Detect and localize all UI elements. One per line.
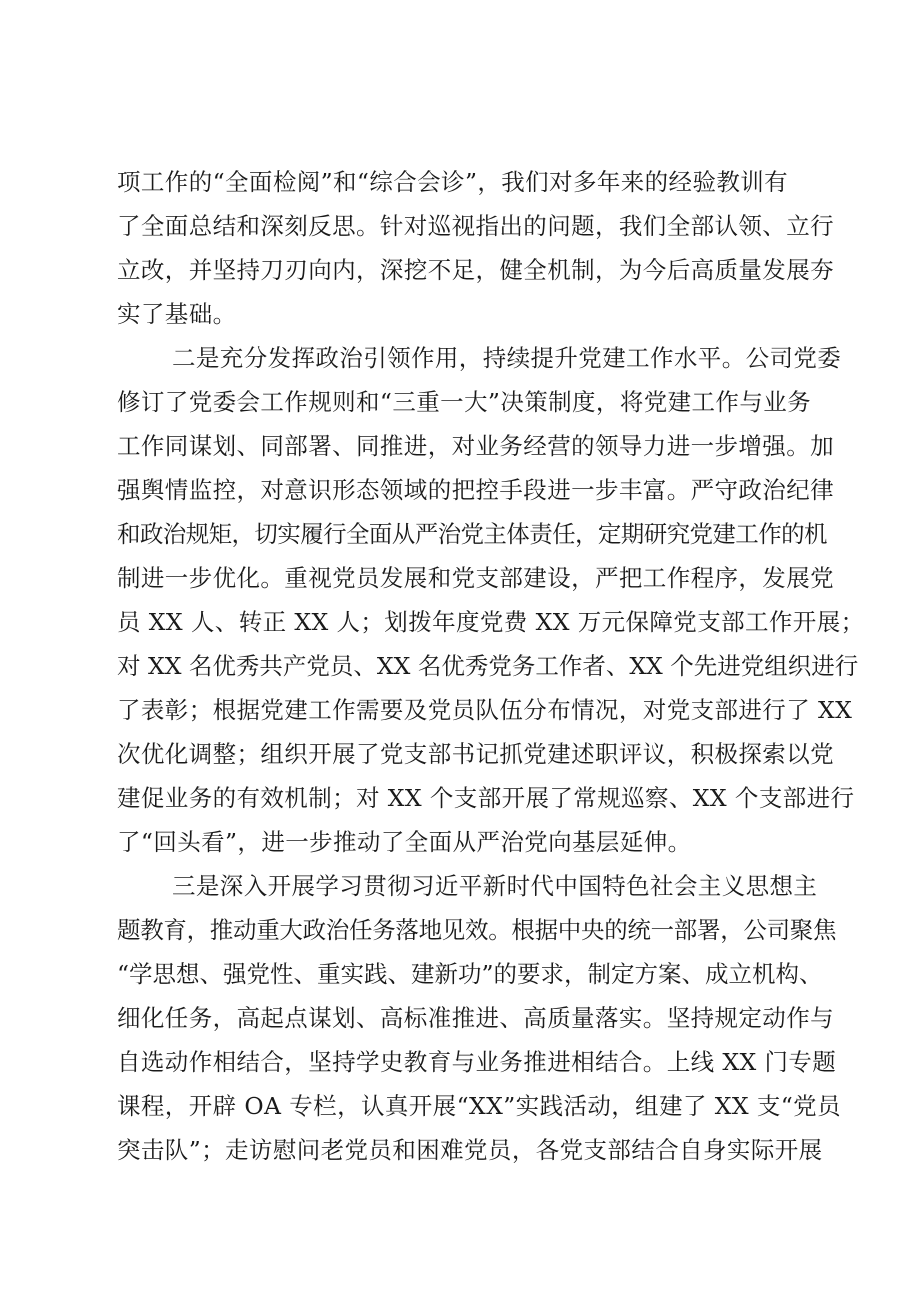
text-line: 了表彰；根据党建工作需要及党员队伍分布情况，对党支部进行了 XX	[117, 696, 853, 724]
text-line: 制进一步优化。重视党员发展和党支部建设，严把工作程序，发展党	[117, 564, 834, 592]
text-line: 自选动作相结合，坚持学史教育与业务推进相结合。上线 XX 门专题	[117, 1048, 837, 1076]
text-line: 修订了党委会工作规则和“三重一大”决策制度，将党建工作与业务	[117, 388, 812, 416]
text-line: 实了基础。	[117, 300, 237, 328]
text-line: 次优化调整；组织开展了党支部书记抓党建述职评议，积极探索以党	[117, 740, 834, 768]
text-line: “学思想、强党性、重实践、建新功”的要求，制定方案、成立机构、	[117, 960, 823, 988]
text-line: 和政治规矩，切实履行全面从严治党主体责任，定期研究党建工作的机	[117, 520, 827, 548]
text-line: 对 XX 名优秀共产党员、XX 名优秀党务工作者、XX 个先进党组织进行	[117, 652, 859, 680]
text-line: 员 XX 人、转正 XX 人；划拨年度党费 XX 万元保障党支部工作开展；	[117, 608, 865, 636]
text-line: 立改，并坚持刀刃向内，深挖不足，健全机制，为今后高质量发展夯	[117, 256, 834, 284]
text-line: 了“回头看”，进一步推动了全面从严治党向基层延伸。	[117, 828, 692, 856]
text-line: 二是充分发挥政治引领作用，持续提升党建工作水平。公司党委	[172, 344, 842, 372]
text-line: 课程，开辟 OA 专栏，认真开展“XX”实践活动，组建了 XX 支“党员	[117, 1092, 841, 1120]
text-line: 三是深入开展学习贯彻习近平新时代中国特色社会主义思想主	[172, 872, 818, 900]
text-line: 了全面总结和深刻反思。针对巡视指出的问题，我们全部认领、立行	[117, 212, 834, 240]
text-line: 建促业务的有效机制；对 XX 个支部开展了常规巡察、XX 个支部进行	[117, 784, 855, 812]
text-line: 工作同谋划、同部署、同推进，对业务经营的领导力进一步增强。加	[117, 432, 834, 460]
text-line: 题教育，推动重大政治任务落地见效。根据中央的统一部署，公司聚焦	[117, 916, 837, 944]
text-line: 突击队”；走访慰问老党员和困难党员，各党支部结合自身实际开展	[117, 1136, 823, 1164]
text-line: 强舆情监控，对意识形态领域的把控手段进一步丰富。严守政治纪律	[117, 476, 834, 504]
text-line: 细化任务，高起点谋划、高标准推进、高质量落实。坚持规定动作与	[117, 1004, 834, 1032]
text-line: 项工作的“全面检阅”和“综合会诊”，我们对多年来的经验教训有	[117, 168, 789, 196]
